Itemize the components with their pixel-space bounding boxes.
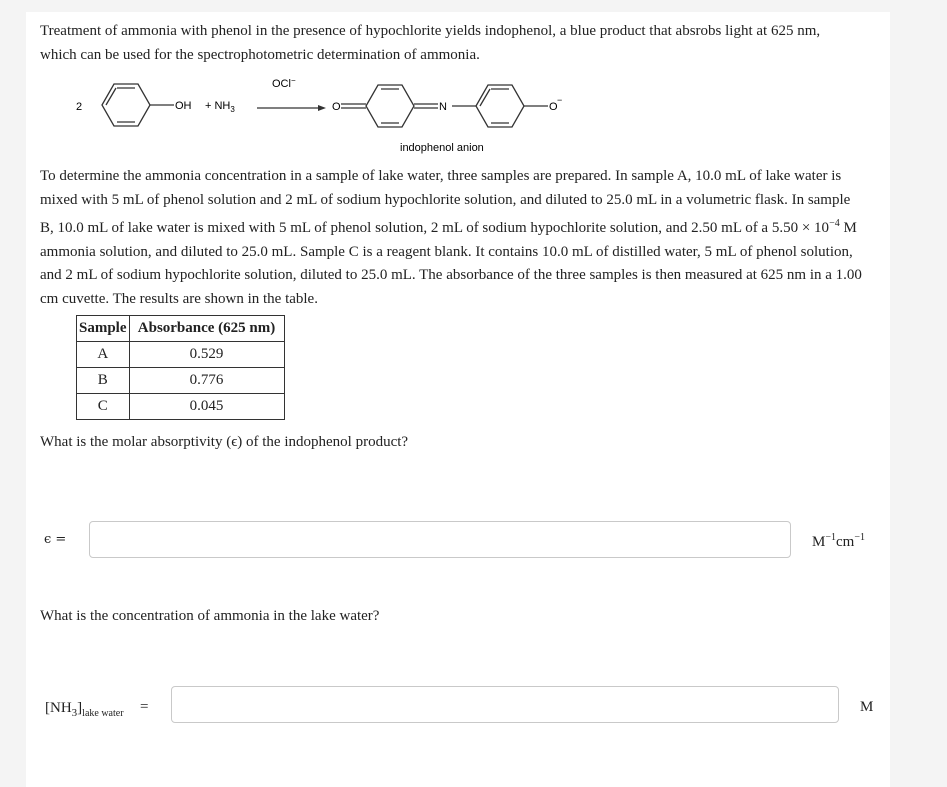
reaction-scheme [50,75,610,155]
phenoxide-charge: − [557,95,563,105]
table-row [77,368,285,394]
table-row [77,394,285,420]
table-row [77,342,285,368]
procedure-paragraph: To determine the ammonia concentration in a sample of lake water, three samples are prepared. In sample A, 10.0 mL of lake water is mixed with 5 mL of phenol solution and 2 mL of sodium hypochlorite solution, and diluted to 25.0 mL in a volumetric flask. In sample B, 10.0 mL of lake water is mixed with 5 mL of phenol solution, 2 mL of sodium hypochlorite solution, and 2.50 mL of a $5.50 \times 10^{-4}$ M ammonia solution, and diluted to 25.0 mL. Sample C is a reagent blank. It contains 10.0 mL of distilled water, 5 mL of phenol solution, and 2 mL of sodium hypochlorite solution, diluted to 25.0 mL. The absorbance of the three samples is then measured at 625 nm in a 1.00 cm cuvette. The results are shown in the table. [40,168,862,307]
reagent-label: OCl− [272,76,296,90]
column-header-absorbance: Absorbance (625 nm) [129,316,284,342]
absorbance-cell: 0.529 [129,342,284,368]
sample-cell: A [77,342,130,368]
reaction-arrow [257,105,326,111]
ammonia-concentration-unit: M [860,699,874,715]
absorbance-cell: 0.045 [129,394,284,420]
carbonyl-o-label: O [332,101,341,113]
epsilon-label: ϵ = [44,532,67,547]
phenol-ring [102,84,150,126]
plus-ammonia-label: + $NH_3$ [205,100,235,114]
question-2-text: What is the concentration of ammonia in the lake water? [40,608,380,624]
imine-n-label: N [439,101,447,113]
equals-sign: = [140,699,149,715]
sample-cell: B [77,368,130,394]
ammonia-concentration-input[interactable] [171,686,839,723]
phenoxide-o-label: O [549,101,558,113]
intro-paragraph: Treatment of ammonia with phenol in the presence of hypochlorite yields indophenol, a blue product that absrobs light at 625 nm, which can be used for the spectrophotometric determination of ammonia. [40,23,821,63]
ammonia-concentration-label: $[NH_3]_{lake water}$ [45,700,124,719]
sample-cell: C [77,394,130,420]
molar-absorptivity-input[interactable] [89,521,791,558]
product-name-label: indophenol anion [400,142,484,154]
molar-absorptivity-unit: $M^{-1}cm^{-1}$ [812,532,865,550]
absorbance-cell: 0.776 [129,368,284,394]
stoich-coefficient: 2 [76,101,83,113]
question-1-text: What is the molar absorptivity (ϵ) of the indophenol product? [40,434,409,450]
column-header-sample: Sample [77,316,130,342]
hydroxyl-label: OH [175,100,192,112]
absorbance-table [76,315,285,420]
